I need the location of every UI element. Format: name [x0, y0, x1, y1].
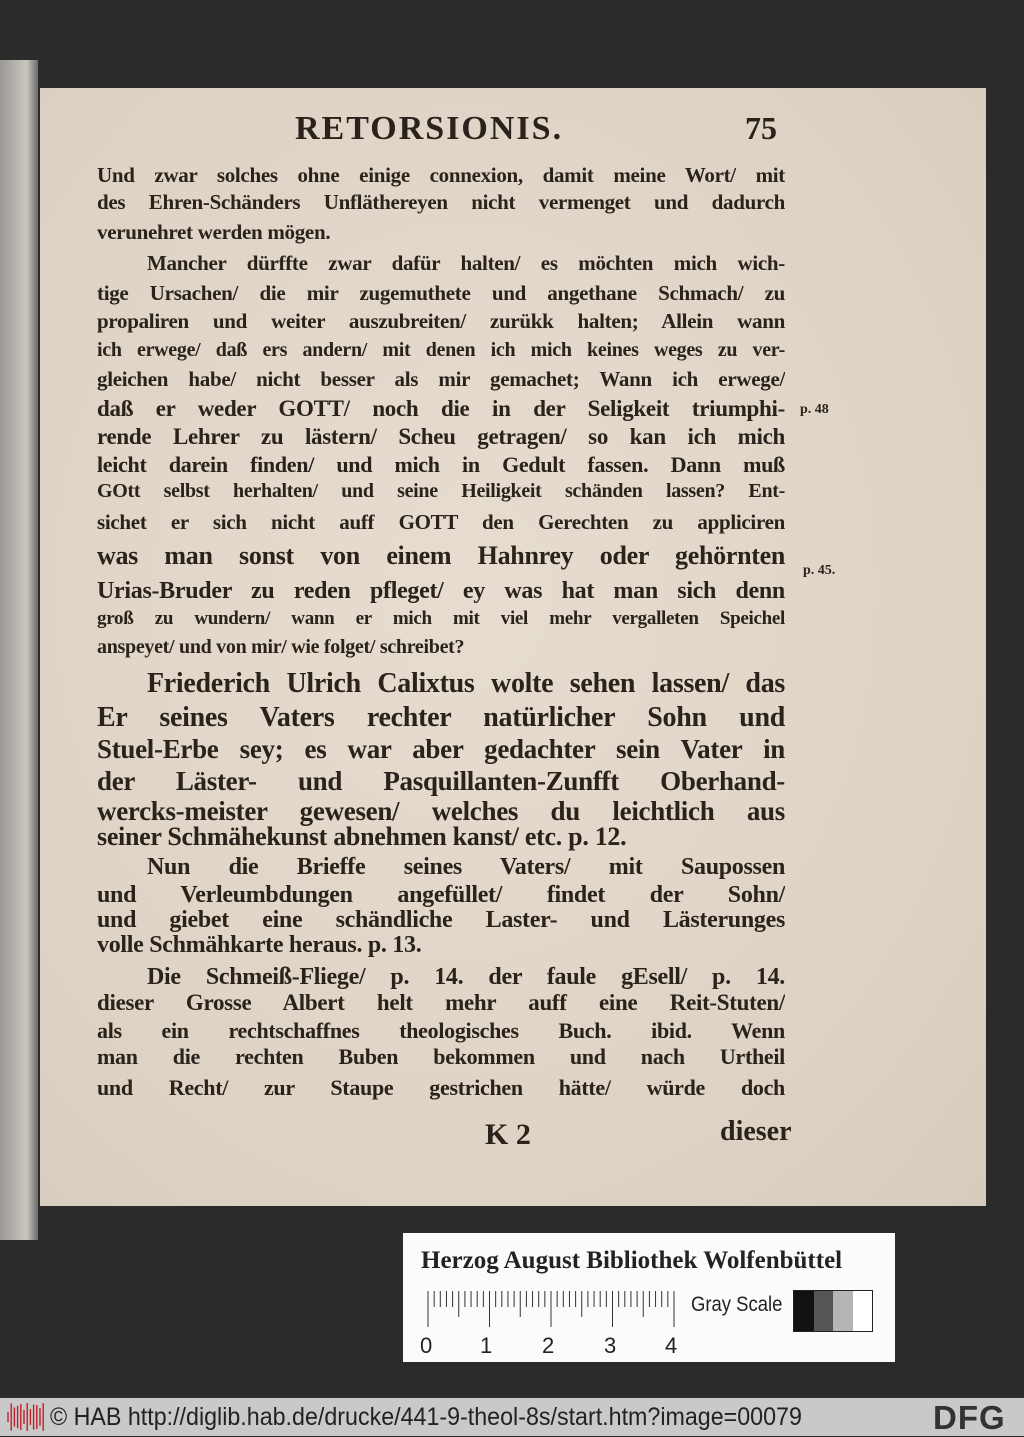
gray-swatch	[853, 1291, 873, 1331]
dfg-logo: DFG	[933, 1399, 1006, 1436]
text-line: rende Lehrer zu lästern/ Scheu getragen/ so kan ich mich	[97, 424, 785, 449]
text-line: ich erwege/ daß ers andern/ mit denen ich mich keines weges zu ver-	[97, 339, 785, 361]
text-line: verunehret werden mögen.	[97, 220, 331, 244]
gray-swatch	[833, 1291, 853, 1331]
text-line: propaliren und weiter auszubreiten/ zurükk halten; Allein wann	[97, 309, 785, 333]
text-line: und Recht/ zur Staupe gestrichen hätte/ würde doch	[97, 1075, 785, 1100]
text-line: was man sonst von einem Hahnrey oder gehörnten	[97, 541, 785, 570]
scale-number: 0	[420, 1333, 433, 1358]
adjacent-page-edge	[0, 60, 38, 1240]
ruler-scale	[425, 1291, 675, 1327]
text-line: GOtt selbst herhalten/ und seine Heiligkeit schänden lassen? Ent-	[97, 480, 785, 502]
gray-scale-label: Gray Scale	[691, 1293, 783, 1316]
text-line: Mancher dürffte zwar dafür halten/ es möchten mich wich-	[147, 251, 785, 275]
text-line: des Ehren-Schänders Unfläthereyen nicht vermenget und dadurch	[97, 190, 785, 214]
gray-swatch	[814, 1291, 834, 1331]
text-line: volle Schmähkarte heraus. p. 13.	[97, 932, 422, 958]
hab-logo-icon	[6, 1402, 46, 1432]
scale-number: 1	[480, 1333, 493, 1358]
text-line: seiner Schmähekunst abnehmen kanst/ etc. p. 12.	[97, 822, 627, 851]
page-number: 75	[745, 110, 777, 146]
margin-note: p. 48	[800, 402, 829, 417]
text-line: Er seines Vaters rechter natürlicher Sohn und	[97, 702, 785, 733]
footer-bar	[0, 1398, 1024, 1436]
text-line: groß zu wundern/ wann er mich mit viel mehr vergalleten Speichel	[97, 608, 785, 629]
text-line: Friederich Ulrich Calixtus wolte sehen lassen/ das	[147, 668, 785, 699]
signature-mark: K 2	[485, 1118, 531, 1151]
scale-number: 2	[542, 1333, 555, 1358]
text-line: daß er weder GOTT/ noch die in der Seligkeit triumphi-	[97, 396, 785, 421]
text-line: und giebet eine schändliche Laster- und Lästerunges	[97, 907, 785, 933]
scale-number: 3	[604, 1333, 617, 1358]
catchword: dieser	[720, 1116, 792, 1147]
text-line: anspeyet/ und von mir/ wie folget/ schreibet?	[97, 636, 465, 658]
color-card-title: Herzog August Bibliothek Wolfenbüttel	[421, 1247, 843, 1274]
text-line: leicht darein finden/ und mich in Gedult fassen. Dann muß	[97, 452, 785, 477]
gray-swatch	[794, 1291, 814, 1331]
text-line: sichet er sich nicht auff GOTT den Gerechten zu appliciren	[97, 510, 785, 534]
text-line: man die rechten Buben bekommen und nach Urtheil	[97, 1044, 785, 1069]
text-line: gleichen habe/ nicht besser als mir gemachet; Wann ich erwege/	[97, 367, 785, 391]
text-line: tige Ursachen/ die mir zugemuthete und angethane Schmach/ zu	[97, 281, 785, 305]
text-line: Die Schmeiß-Fliege/ p. 14. der faule gEsell/ p. 14.	[147, 964, 785, 990]
running-head: RETORSIONIS.	[295, 110, 564, 147]
text-line: Urias-Bruder zu reden pfleget/ ey was hat man sich denn	[97, 578, 785, 604]
gray-scale-swatches	[793, 1290, 873, 1332]
text-line: wercks-meister gewesen/ welches du leichtlich aus	[97, 796, 785, 826]
text-line: als ein rechtschaffnes theologisches Buch. ibid. Wenn	[97, 1018, 785, 1043]
text-line: Stuel-Erbe sey; es war aber gedachter sein Vater in	[97, 734, 785, 764]
text-line: und Verleumbdungen angefüllet/ findet der Sohn/	[97, 882, 785, 908]
text-line: Nun die Brieffe seines Vaters/ mit Saupossen	[147, 854, 785, 880]
copyright-url: © HAB http://diglib.hab.de/drucke/441-9-theol-8s/start.htm?image=00079	[50, 1403, 802, 1431]
text-line: der Läster- und Pasquillanten-Zunfft Oberhand-	[97, 766, 785, 796]
text-line: dieser Grosse Albert helt mehr auff eine Reit-Stuten/	[97, 990, 785, 1015]
text-line: Und zwar solches ohne einige connexion, damit meine Wort/ mit	[97, 163, 785, 187]
scale-number: 4	[665, 1333, 678, 1358]
margin-note: p. 45.	[803, 563, 836, 578]
color-card	[403, 1233, 895, 1362]
